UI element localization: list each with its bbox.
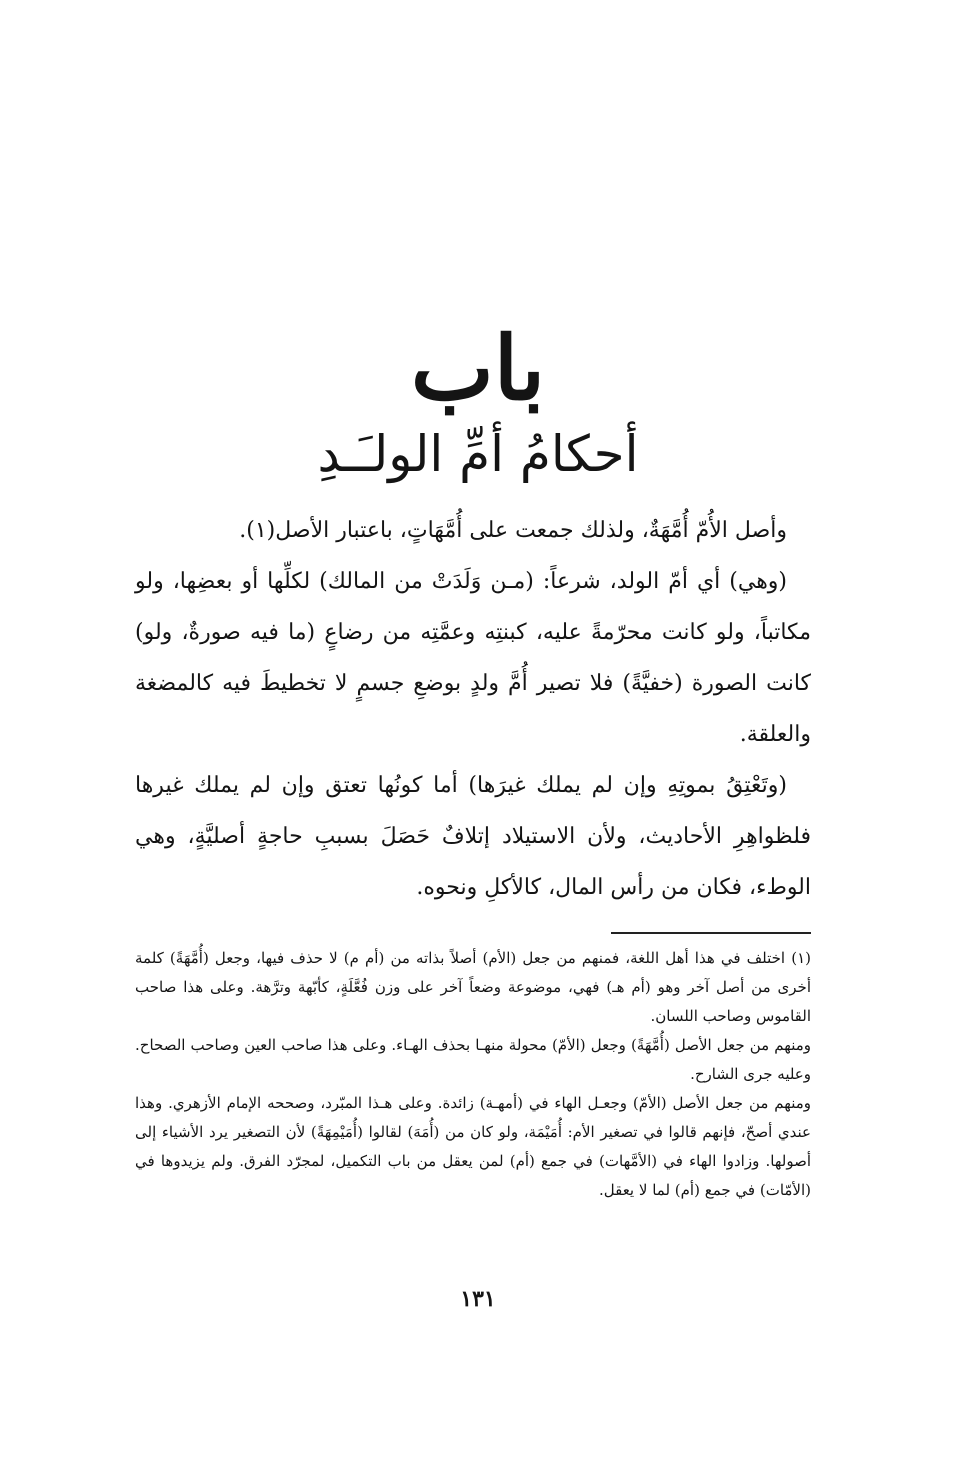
- chapter-heading: [0, 316, 956, 484]
- paragraph: (وتَعْتِقُ بموتِهِ وإن لم يملك غيرَها) أما كونُها تعتق وإن لم يملك غيرها فلظواهِرِ الأحاديث، ولأن الاستيلاد إتلافٌ حَصَلَ بسببِ حاجةٍ أصليَّةٍ، وهي الوطء، فكان من رأس المال، كالأكلِ ونحوه.: [135, 773, 811, 900]
- paragraph: وأصل الأُمّ أُمَّهَةٌ، ولذلك جمعت على أُمَّهَاتٍ، باعتبار الأصل(١).: [239, 518, 787, 543]
- chapter-title: أحكامُ أمِّ الولـَـدِ: [317, 425, 639, 483]
- footnote-paragraph: (١) اختلف في هذا أهل اللغة، فمنهم من جعل (الأم) أصلاً بذاته من (أم م) لا حذف فيها، وجعل (أُمَّهَةً) كلمة أخرى من أصل آخر وهو (أم هـ) فهي، موضوعة وضعاً آخر على وزن فُعَّلَةٍ، كأبّهة وترَّهة. وعلى هذا صاحب القاموس وصاحب اللسان.: [135, 949, 811, 1025]
- chapter-label: باب: [410, 316, 546, 420]
- page-number: ١٣١: [460, 1286, 496, 1312]
- footnote-paragraph: ومنهم من جعل الأصل (الأمّ) وجعـل الهاء في (أمهـة) زائدة. وعلى هـذا المبّرد، وصححه الإمام الأزهري. وهذا عندي أصحّ، فإنهم قالوا في تصغير الأم: أُمَيْمَة، ولو كان من (أُمَهَ) لقالوا (أُمَيْمِهَةً) لأن التصغير يرد الأشياء إلى أصولها. وزادوا الهاء في (الأمَّهات) في جمع (أم) لمن يعقل من باب التكميل، لمجرّد الفرق. ولم يزيدوها في (الأمّات) في جمع (أم) لما لا يعقل.: [135, 1094, 811, 1199]
- footnote-paragraph: ومنهم من جعل الأصل (أُمَّهَةً) وجعل (الأمّ) محولة منهـا بحذف الهـاء. وعلى هذا صاحب العين وصاحب الصحاح. وعليه جرى الشارح.: [135, 1036, 811, 1083]
- paragraph: (وهي) أي أمّ الولد، شرعاً: (مـن وَلَدَتْ من المالك) لكلِّها أو بعضِها، ولو مكاتباً، ولو كانت محرّمةً عليه، كبنتِه وعمَّتِه من رضاعٍ (ما فيه صورةٌ، ولو) كانت الصورة (خفيَّةً) فلا تصير أُمَّ ولدٍ بوضعِ جسمٍ لا تخطيطَ فيه كالمضغة والعلقة.: [135, 569, 811, 747]
- footnotes: [135, 944, 811, 1205]
- main-text: [135, 505, 811, 913]
- footnote-divider: [611, 932, 811, 934]
